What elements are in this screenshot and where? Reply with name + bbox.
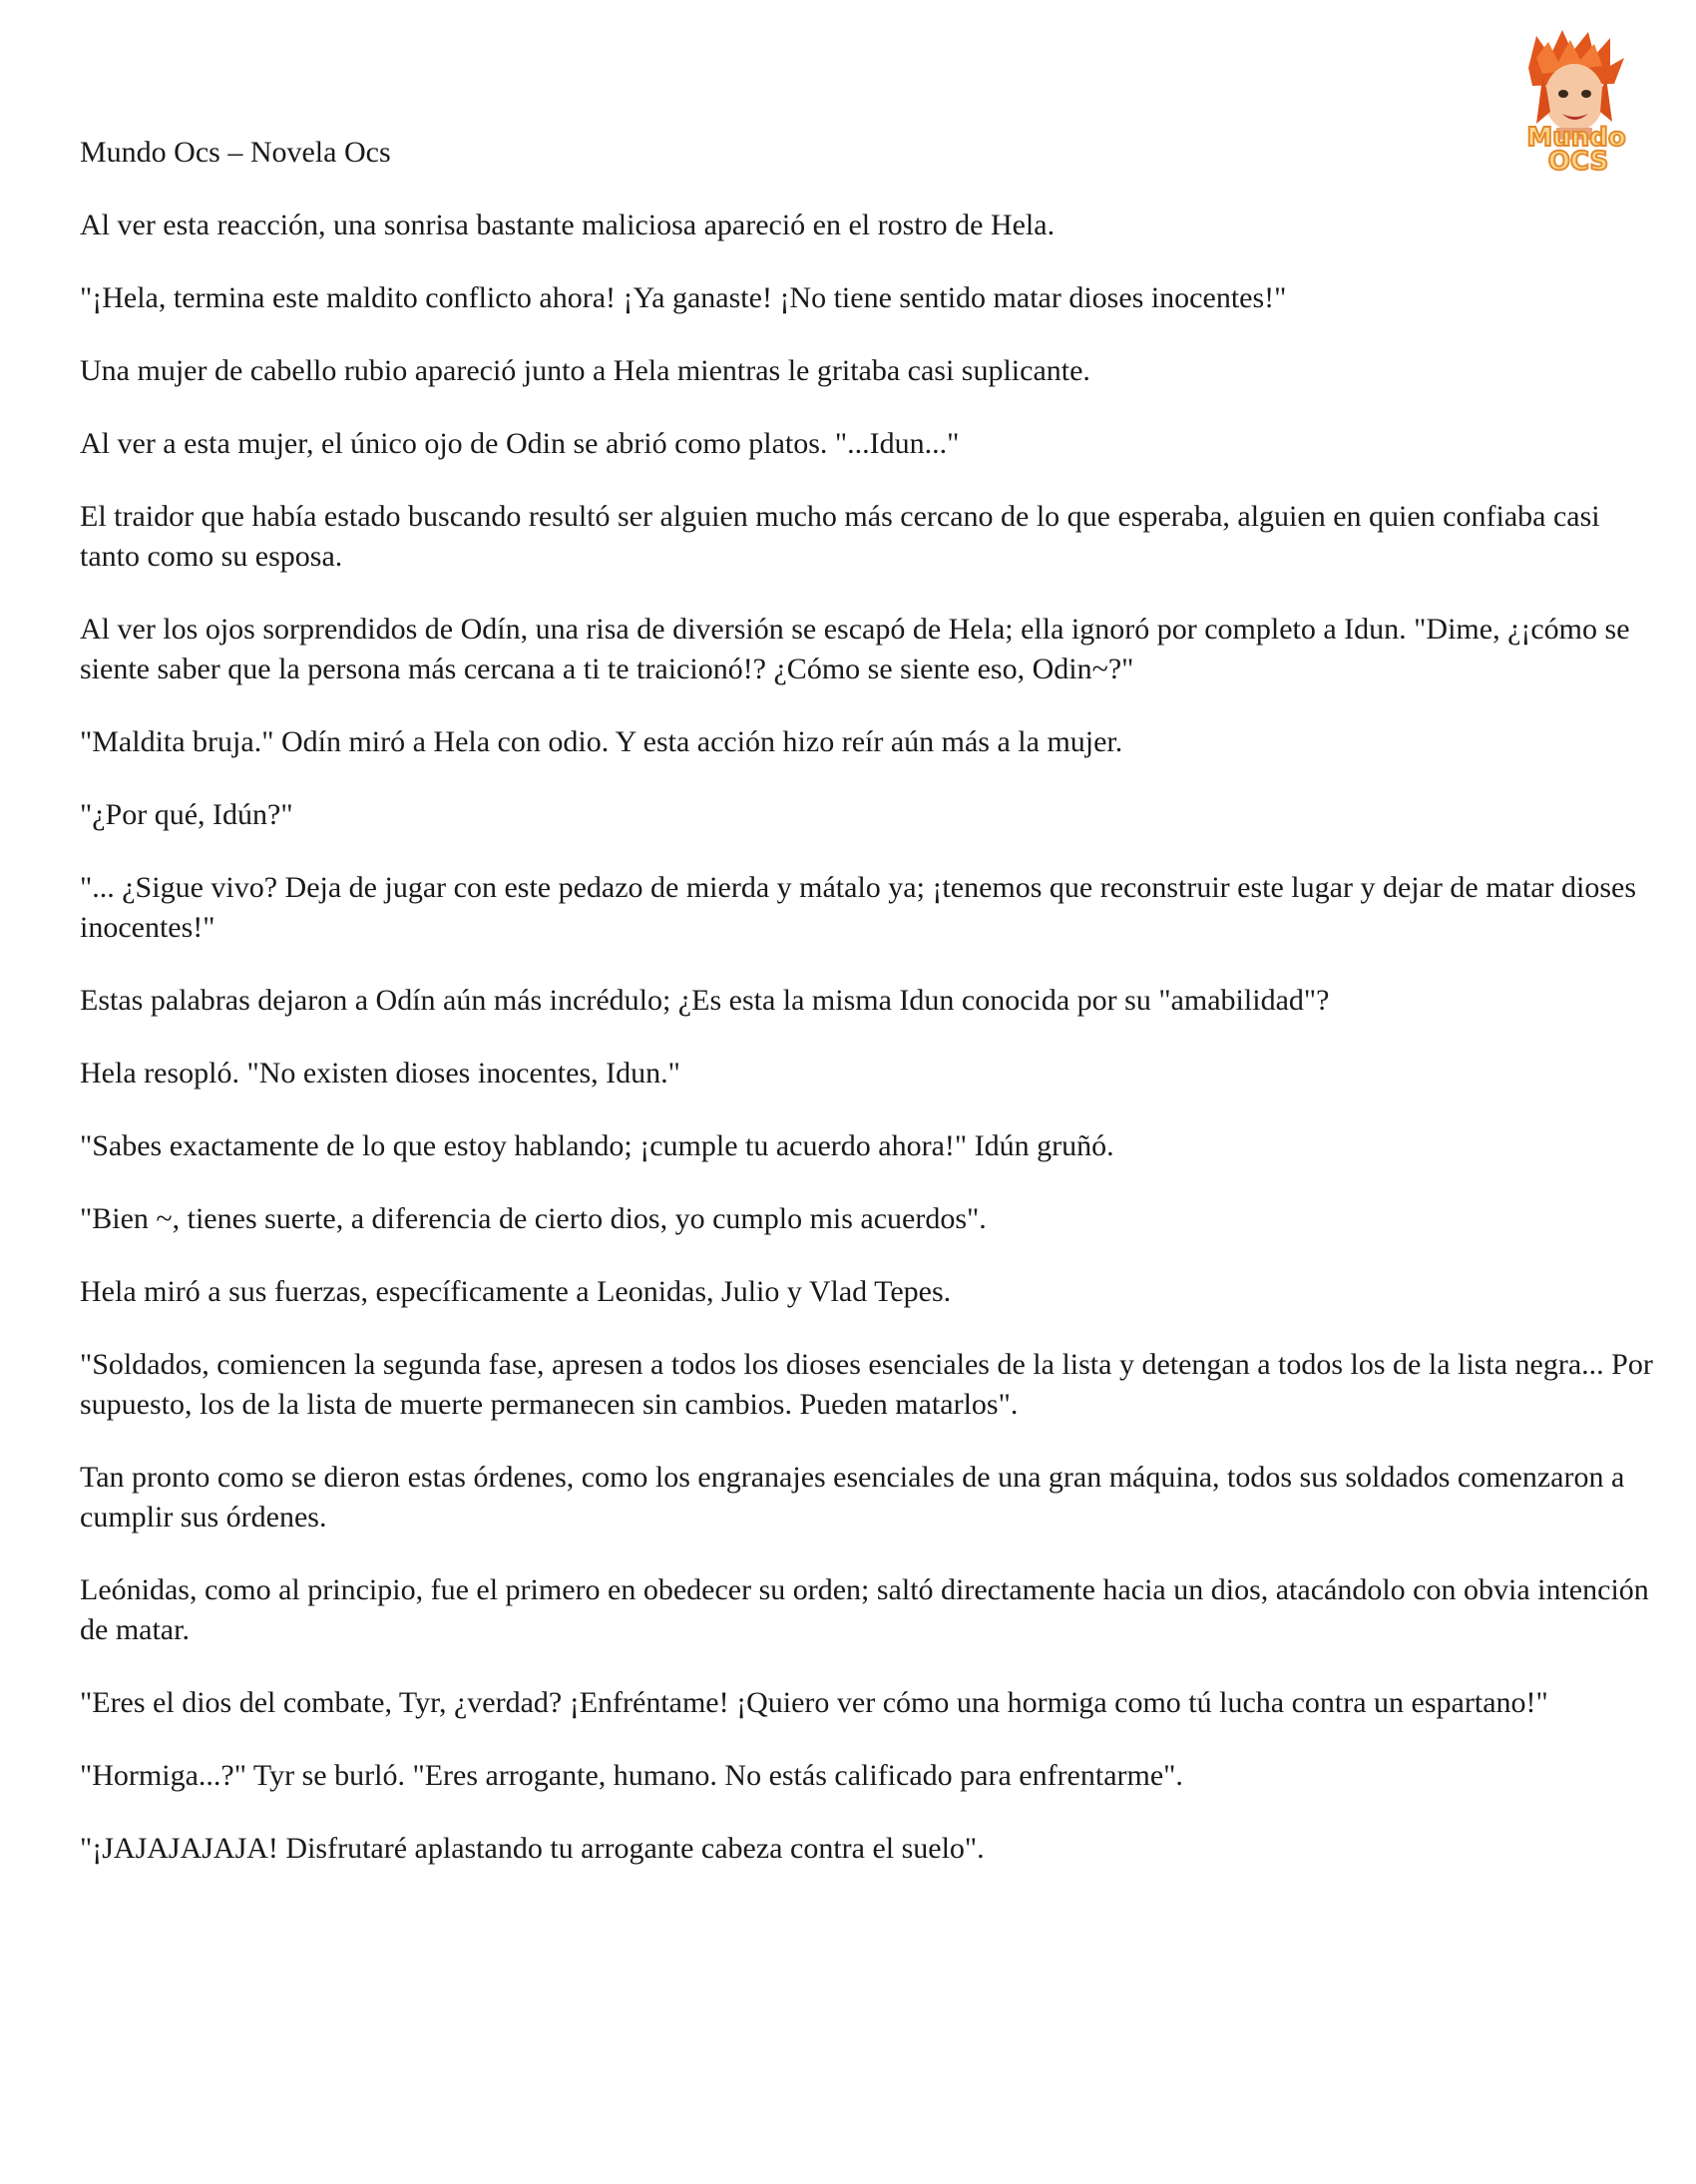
paragraph: "Soldados, comiencen la segunda fase, apresen a todos los dioses esenciales de la lista y detengan a todos los de la lista negra... Por supuesto, los de la lista de muerte permanecen sin cambios. Pueden matarlos". <box>80 1348 1653 1421</box>
paragraph: "¿Por qué, Idún?" <box>80 798 293 831</box>
paragraph: Estas palabras dejaron a Odín aún más incrédulo; ¿Es esta la misma Idun conocida por su "amabilidad"? <box>80 984 1330 1017</box>
paragraph: "Hormiga...?" Tyr se burló. "Eres arrogante, humano. No estás calificado para enfrentarme". <box>80 1759 1183 1792</box>
paragraph: "Eres el dios del combate, Tyr, ¿verdad? ¡Enfréntame! ¡Quiero ver cómo una hormiga como tú lucha contra un espartano!" <box>80 1686 1548 1719</box>
paragraph: El traidor que había estado buscando resultó ser alguien mucho más cercano de lo que esperaba, alguien en quien confiaba casi tanto como su esposa. <box>80 500 1600 573</box>
paragraph: Al ver a esta mujer, el único ojo de Odin se abrió como platos. "...Idun..." <box>80 427 960 460</box>
paragraph: Al ver los ojos sorprendidos de Odín, una risa de diversión se escapó de Hela; ella ignoró por completo a Idun. "Dime, ¿¡cómo se siente saber que la persona más cercana a ti te traicionó!? ¿Cómo se siente eso, Odin~?" <box>80 613 1630 685</box>
paragraph: Al ver esta reacción, una sonrisa bastante maliciosa apareció en el rostro de Hela. <box>80 209 1056 241</box>
paragraph: "... ¿Sigue vivo? Deja de jugar con este pedazo de mierda y mátalo ya; ¡tenemos que reconstruir este lugar y dejar de matar dioses inocentes!" <box>80 871 1636 944</box>
paragraph: Hela miró a sus fuerzas, específicamente a Leonidas, Julio y Vlad Tepes. <box>80 1275 952 1308</box>
paragraph: Una mujer de cabello rubio apareció junto a Hela mientras le gritaba casi suplicante. <box>80 354 1090 387</box>
logo-text-bottom: OCS <box>1547 147 1609 176</box>
paragraph: Tan pronto como se dieron estas órdenes, como los engranajes esenciales de una gran máquina, todos sus soldados comenzaron a cumplir sus órdenes. <box>80 1461 1625 1533</box>
paragraph: "Sabes exactamente de lo que estoy hablando; ¡cumple tu acuerdo ahora!" Idún gruñó. <box>80 1129 1114 1162</box>
paragraph: Leónidas, como al principio, fue el primero en obedecer su orden; saltó directamente hacia un dios, atacándolo con obvia intención de matar. <box>80 1573 1649 1646</box>
paragraph: "Bien ~, tienes suerte, a diferencia de cierto dios, yo cumplo mis acuerdos". <box>80 1202 987 1235</box>
paragraph: "Maldita bruja." Odín miró a Hela con odio. Y esta acción hizo reír aún más a la mujer. <box>80 725 1123 758</box>
document-body <box>80 206 1656 1902</box>
logo-text-top: Mundo <box>1526 123 1626 153</box>
paragraph: "¡JAJAJAJAJA! Disfrutaré aplastando tu arrogante cabeza contra el suelo". <box>80 1832 985 1865</box>
page-header-title: Mundo Ocs – Novela Ocs <box>80 136 391 169</box>
paragraph: Hela resopló. "No existen dioses inocentes, Idun." <box>80 1057 680 1090</box>
paragraph: "¡Hela, termina este maldito conflicto ahora! ¡Ya ganaste! ¡No tiene sentido matar dioses inocentes!" <box>80 281 1287 314</box>
mundo-ocs-logo <box>1506 28 1646 176</box>
